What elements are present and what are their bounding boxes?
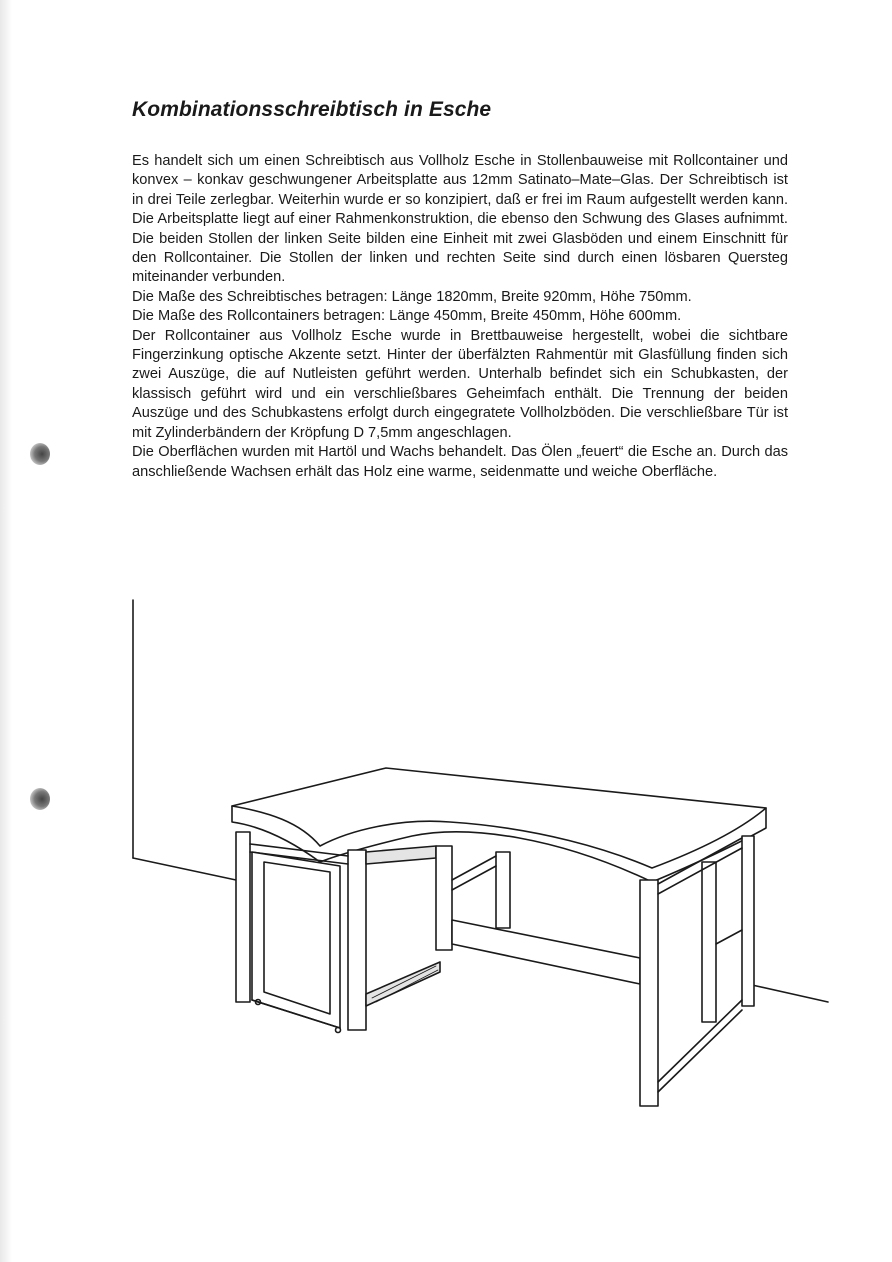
paragraph-container-construction: Der Rollcontainer aus Vollholz Esche wurde in Brettbauweise hergestellt, wobei die sichtbare Fingerzinkung optische Akzente setzt. Hinter der überfälzten Rahmentür mit Glasfüllung finden sich zwei Auszüge, die auf Nutleisten geführt werden. Unterhalb befindet sich ein Schubkasten, der klassisch geführt wird und ein verschließbares Geheimfach enthält. Die Trennung der beiden Auszüge und des Schubkastens erfolgt durch eingegratete Vollholzböden. Die verschließbare Tür ist mit Zylinderbändern der Kröpfung D 7,5mm angeschlagen. [132,327,788,441]
desk-drawing-illustration [0,560,892,1120]
paragraph-surface-treatment: Die Oberflächen wurden mit Hartöl und Wachs behandelt. Das Ölen „feuert“ die Esche an. Durch das anschließende Wachsen erhält das Holz eine warme, seidenmatte und weiche Oberfläche. [132,444,788,480]
cross-rail [452,920,640,984]
paragraph-container-dimensions: Die Maße des Rollcontainers betragen: Länge 450mm, Breite 450mm, Höhe 600mm. [132,308,682,325]
description-text [132,152,788,482]
paragraph-construction: Es handelt sich um einen Schreibtisch aus Vollholz Esche in Stollenbauweise mit Rollcontainer und konvex – konkav geschwungener Arbeitsplatte aus 12mm Satinato–Mate–Glas. Der Schreibtisch ist in drei Teile zerlegbar. Weiterhin wurde er so konzipiert, daß er frei im Raum aufgestellt werden kann. Die Arbeitsplatte liegt auf einer Rahmenkonstruktion, die ebenso den Schwung des Glases aufnimmt. Die beiden Stollen der linken Seite bilden eine Einheit mit zwei Glasböden und einem Einschnitt für den Rollcontainer. Die Stollen der linken und rechten Seite sind durch einen lösbaren Quersteg miteinander verbunden. [132,153,788,286]
punch-hole-icon [30,443,50,465]
paragraph-desk-dimensions: Die Maße des Schreibtisches betragen: Länge 1820mm, Breite 920mm, Höhe 750mm. [132,288,692,305]
roll-container [252,852,341,1033]
document-title: Kombinationsschreibtisch in Esche [132,98,492,121]
glass-shelves [366,846,440,1006]
